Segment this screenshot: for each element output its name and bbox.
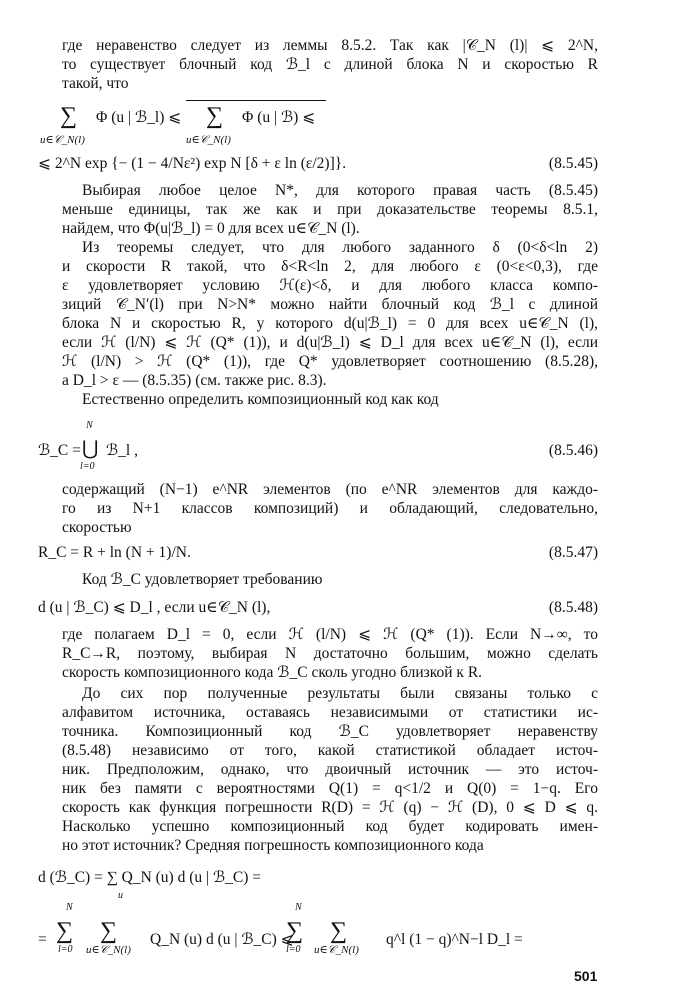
- equation-number: (8.5.45): [548, 155, 598, 172]
- formula-subscript: u: [118, 890, 123, 901]
- equation-number: (8.5.46): [548, 442, 598, 459]
- formula-part: q^l (1 − q)^N−l D_l =: [386, 931, 523, 948]
- formula-part: ℬ_l ,: [106, 442, 138, 459]
- sum-symbol: ∑: [60, 103, 78, 129]
- text-line: скорость композиционного кода ℬ_C сколь угодно близкой к R.: [62, 664, 483, 681]
- text-line: ε удовлетворяет условию ℋ(ε)<δ, и для любого класса компо-: [62, 277, 598, 294]
- union-lower-limit: l=0: [80, 461, 95, 472]
- sum-symbol: ∑: [56, 918, 74, 944]
- text-line: Выбирая любое целое N*, для которого правая часть (8.5.45): [82, 182, 598, 199]
- formula-part: R_C = R + ln (N + 1)/N.: [38, 544, 191, 561]
- text-line: найдем, что Φ(u|ℬ_l) = 0 для всех u∈𝒞_N (l).: [62, 220, 360, 237]
- formula-subscript: u∈𝒞_N(l): [40, 134, 85, 146]
- formula-subscript: u∈𝒞_N(l): [86, 944, 131, 956]
- text-line: содержащий (N−1) e^NR элементов (по e^NR элементов для каждо-: [62, 481, 598, 498]
- text-line: и скорости R такой, что δ<R<ln 2, для любого ε (0<ε<0,3), где: [62, 258, 598, 275]
- sum-lower-limit: l=0: [286, 944, 301, 955]
- union-upper-limit: N: [86, 420, 93, 431]
- text-line: ник без памяти с вероятностями Q(1) = q<1/2 и Q(0) = 1−q. Его: [62, 780, 598, 797]
- text-line: алфавитом источника, оставаясь независимыми от статистики ис-: [62, 704, 598, 721]
- text-line: Естественно определить композиционный код как код: [82, 391, 439, 408]
- formula-part: Φ (u | ℬ_l) ⩽: [96, 109, 182, 126]
- text-line: где полагаем D_l = 0, если ℋ (l/N) ⩽ ℋ (Q* (1)). Если N→∞, то: [62, 626, 598, 643]
- text-line: скорость как функция погрешности R(D) = ℋ (q) − ℋ (D), 0 ⩽ D ⩽ q.: [62, 799, 598, 816]
- text-line: го из N+1 классов композиций) и обладающий, следовательно,: [62, 500, 598, 517]
- sum-symbol: ∑: [286, 918, 304, 944]
- text-line: зиций 𝒞_N′(l) при N>N* можно найти блочный код ℬ_l с длиной: [62, 296, 598, 313]
- text-line: R_C→R, поэтому, выбирая N достаточно большим, можно сделать: [62, 645, 598, 662]
- text-line: такой, что: [62, 75, 129, 92]
- sum-symbol: ∑: [100, 918, 118, 944]
- sum-upper-limit: N: [66, 902, 73, 913]
- formula-part: d (ℬ_C) = ∑ Q_N (u) d (u | ℬ_C) =: [38, 869, 262, 886]
- text-line: точника. Композиционный код ℬ_C удовлетворяет неравенству: [62, 723, 598, 740]
- text-line: если ℋ (l/N) ⩽ ℋ (Q* (1)), и d(u|ℬ_l) ⩽ D_l для всех u∈𝒞_N (l), если: [62, 334, 598, 351]
- text-line: (8.5.48) независимо от того, какой статистикой обладает источ-: [62, 742, 598, 759]
- formula-part: ℬ_C =: [38, 442, 81, 459]
- sum-symbol: ∑: [206, 103, 224, 129]
- text-line: блока N и скоростью R, у которого d(u|ℬ_l) = 0 для всех u∈𝒞_N (l),: [62, 315, 598, 332]
- union-symbol: ⋃: [82, 438, 99, 460]
- formula-subscript: u∈𝒞_N(l): [314, 944, 359, 956]
- text-line: но этот источник? Средняя погрешность композиционного кода: [62, 837, 484, 854]
- text-line: ник. Предположим, однако, что двоичный источник — это источ-: [62, 761, 598, 778]
- overline: [186, 100, 326, 101]
- text-line: где неравенство следует из леммы 8.5.2. Так как |𝒞_N (l)| ⩽ 2^N,: [62, 37, 598, 54]
- text-line: а D_l > ε — (8.5.35) (см. также рис. 8.3).: [62, 372, 327, 389]
- text-line: Код ℬ_C удовлетворяет требованию: [82, 571, 323, 588]
- text-line: меньше единицы, так же как и при доказательстве теоремы 8.5.1,: [62, 201, 598, 218]
- formula-part: Q_N (u) d (u | ℬ_C) ⩽: [150, 931, 294, 948]
- sum-upper-limit: N: [295, 902, 302, 913]
- sum-lower-limit: l=0: [58, 944, 73, 955]
- text-line: Из теоремы следует, что для любого заданного δ (0<δ<ln 2): [82, 239, 598, 256]
- formula-part: Φ (u | ℬ) ⩽: [242, 109, 316, 126]
- formula-subscript: u∈𝒞_N(l): [186, 134, 231, 146]
- text-line: До сих пор полученные результаты были связаны только с: [82, 685, 598, 702]
- text-line: то существует блочный код ℬ_l с длиной блока N и скоростью R: [62, 56, 598, 73]
- equation-number: (8.5.48): [548, 599, 598, 616]
- text-line: Насколько успешно композиционный код будет кодировать имен-: [62, 818, 598, 835]
- formula-part: =: [38, 931, 47, 948]
- formula-part: d (u | ℬ_C) ⩽ D_l , если u∈𝒞_N (l),: [38, 599, 271, 616]
- text-line: скоростью: [62, 519, 132, 536]
- formula-part: ⩽ 2^N exp {− (1 − 4/Nε²) exp N [δ + ε ln (ε/2)]}.: [38, 155, 347, 172]
- text-line: ℋ (l/N) > ℋ (Q* (1)), где Q* удовлетворяет соотношению (8.5.28),: [62, 353, 598, 370]
- page-number: 501: [574, 968, 598, 984]
- equation-number: (8.5.47): [548, 544, 598, 561]
- sum-symbol: ∑: [330, 918, 348, 944]
